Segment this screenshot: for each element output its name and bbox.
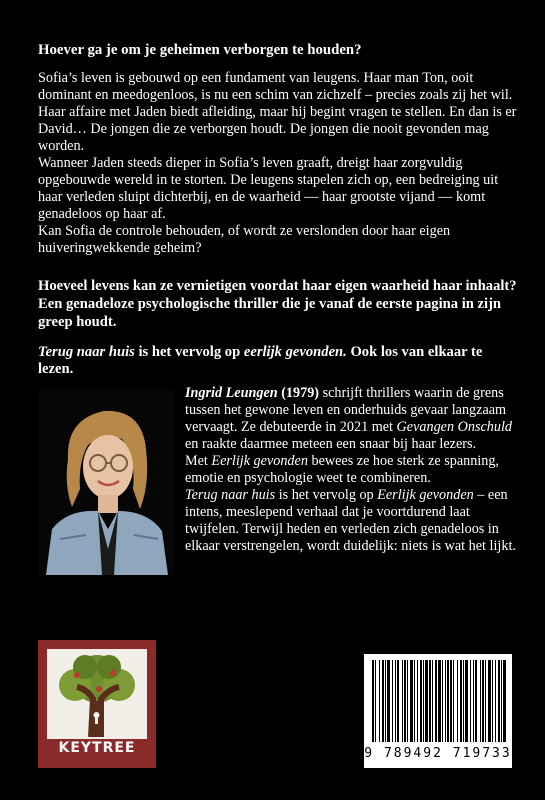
barcode-bar: [379, 660, 380, 742]
barcode-bar: [425, 660, 428, 742]
barcode-bars: [370, 660, 506, 744]
barcode-bar: [429, 660, 431, 742]
barcode-bar: [501, 660, 502, 742]
barcode-bar: [450, 660, 452, 742]
bio-text-1-end: en raakte daarmee meteen een snaar bij haar lezers.: [185, 436, 477, 452]
tree-icon: [47, 649, 147, 739]
barcode-bar: [485, 660, 486, 742]
barcode-bar: [407, 660, 408, 742]
author-bio: [185, 385, 525, 555]
barcode-bar: [372, 660, 374, 742]
bio-title-2: Eerlijk gevonden: [211, 453, 308, 469]
isbn-number: 9 789492 719733: [364, 746, 512, 761]
barcode-bar: [402, 660, 403, 742]
bio-text-1: schrijft thrillers waarin de grens tussen het gewone leven en onderhuids gevaar langzaam vervaagt. Ze debuteerde in 2021 met: [185, 385, 507, 435]
barcode-bar: [445, 660, 446, 742]
barcode-bar: [480, 660, 481, 742]
series-note: [38, 344, 518, 378]
barcode-bar: [385, 660, 386, 742]
barcode-bar: [392, 660, 393, 742]
barcode-bar: [423, 660, 424, 742]
bio-text-3-mid: is het vervolg op: [275, 487, 378, 503]
headline: Hoever ga je om je geheimen verborgen te houden?: [38, 42, 362, 58]
barcode-bar: [435, 660, 437, 742]
bio-paragraph-2: [185, 453, 525, 487]
barcode-bar: [414, 660, 415, 742]
author-year: (1979): [281, 385, 320, 401]
bio-text-2-start: Met: [185, 453, 212, 469]
bio-paragraph-1: [185, 385, 525, 453]
bio-paragraph-3: [185, 487, 525, 555]
author-portrait-image: [38, 389, 174, 575]
barcode-bar: [475, 660, 477, 742]
debut-title: Gevangen Onschuld: [396, 419, 512, 435]
series-title-2: eerlijk gevonden.: [243, 344, 347, 360]
author-photo: [38, 389, 174, 575]
barcode-bar: [382, 660, 384, 742]
bio-title-3a: Terug naar huis: [185, 487, 276, 503]
barcode-bar: [447, 660, 449, 742]
barcode-bar: [417, 660, 418, 742]
bio-text-3: – een intens, meeslepend verhaal dat je voortdurend laat twijfelen. Terwijl heden en verleden zich genadeloos in elkaar verstrengelen, wordt duidelijk: niets is wat het lijkt.: [185, 487, 516, 554]
author-name: Ingrid Leungen: [185, 385, 278, 401]
barcode-bar: [387, 660, 390, 742]
barcode-bar: [498, 660, 500, 742]
barcode-bar: [410, 660, 413, 742]
publisher-name: KEYTREE: [58, 740, 136, 756]
barcode-bar: [473, 660, 474, 742]
publisher-logo: [38, 640, 156, 768]
barcode-bar: [442, 660, 443, 742]
barcode-bar: [465, 660, 468, 742]
barcode-bar: [397, 660, 399, 742]
barcode-bar: [420, 660, 422, 742]
barcode-bar: [482, 660, 484, 742]
hook-text: Hoeveel levens kan ze vernietigen voordat haar eigen waarheid haar inhaalt? Een genadeloze psychologische thriller die je vanaf de eerste pagina in zijn greep houdt.: [38, 278, 517, 330]
blurb-text: Sofia’s leven is gebouwd op een fundament van leugens. Haar man Ton, ooit dominant en meedogenloos, is nu een schim van zichzelf – precies zoals zij het wil. Haar affaire met Jaden biedt afleiding, maar hij begint vragen te stellen. En dan is er David… De jongen die ze verborgen houdt. De jongen die nooit gevonden mag worden. Wanneer Jaden steeds dieper in Sofia’s leven graaft, dreigt haar zorgvuldig opgebouwde wereld in te storten. De leugens stapelen zich op, een bedreiging uit haar verleden sluipt dichterbij, en de waarheid — haar grootste vijand — komt genadeloos op haar af. Kan Sofia de controle behouden, of wordt ze verslonden door haar eigen huiveringwekkende geheim?: [38, 70, 517, 256]
barcode-bar: [395, 660, 396, 742]
barcode-bar: [453, 660, 454, 742]
barcode-bar: [404, 660, 406, 742]
series-title-1: Terug naar huis: [38, 344, 135, 360]
bio-text-2: bewees ze hoe sterk ze spanning, emotie en psychologie weet te combineren.: [185, 453, 499, 486]
bio-title-3b: Eerlijk gevonden: [377, 487, 474, 503]
barcode-bar: [492, 660, 493, 742]
series-mid: is het vervolg op: [134, 344, 244, 360]
barcode-bar: [488, 660, 491, 742]
barcode-bar: [460, 660, 462, 742]
barcode-bar: [457, 660, 458, 742]
barcode-bar: [503, 660, 506, 742]
barcode-bar: [470, 660, 471, 742]
barcode-bar: [432, 660, 433, 742]
isbn-barcode: [364, 654, 512, 768]
barcode-bar: [495, 660, 496, 742]
barcode-bar: [463, 660, 464, 742]
barcode-bar: [438, 660, 441, 742]
barcode-bar: [375, 660, 376, 742]
series-tail: Ook los van elkaar te lezen.: [38, 344, 483, 377]
